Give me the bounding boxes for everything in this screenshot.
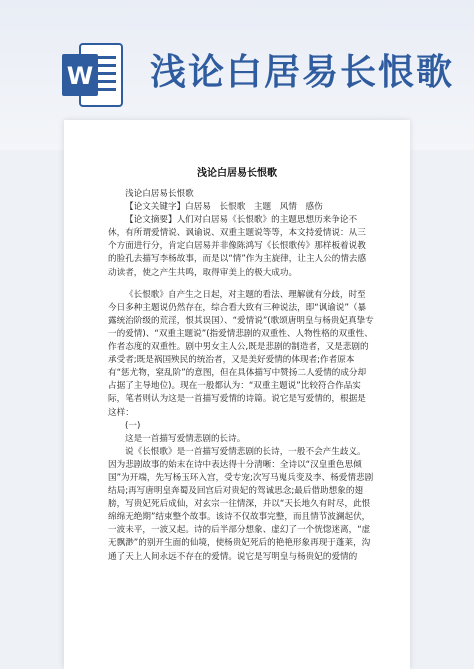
banner-title: 浅论白居易长恨歌: [150, 52, 455, 93]
body-paragraph: 《长恨歌》自产生之日起，对主题的看法、理解就有分歧，时至今日多种主题说仍然存在，综合看大致有三种说法，即“讽谕说”（暴露统治阶级的荒淫，恨其误国）、“爱情说”(歌颂唐明皇与杨贵妃真挚专一的爱情)、“双重主题说”(指爱情悲剧的双重性、人物性格的双重性、作者态度的双重性。剧中男女主人公,既是悲剧的制造者，又是悲剧的承受者;既是祸国殃民的统治者，又是美好爱情的体现者;作者原本有“惩尤物，窒乱阶”的意图，但在具体描写中赞扬二人爱情的成分却占据了主导地位)。现在一般都认为：“双重主题说”比较符合作品实际，笔者则认为这是一首描写爱情的诗篇。说它是写爱情的，根据是这样：: [108, 289, 374, 418]
section-number: (一): [125, 420, 141, 431]
section-heading: 这是一首描写爱情悲剧的长诗。: [125, 433, 246, 444]
word-document-icon: [62, 40, 124, 110]
keywords-line: 【论文关键字】白居易 长恨歌 主题 风情 感伤: [125, 202, 323, 213]
document-body: [108, 188, 374, 564]
subtitle-line: 浅论白居易长恨歌: [125, 189, 194, 199]
body-paragraph: 说《长恨歌》是一首描写爱情悲剧的长诗，一般不会产生歧义。因为悲剧故事的始末在诗中表达得十分清晰：全诗以“汉皇重色思倾国”为开端，先写杨玉环入宫，受专宠;次写马嵬兵变及李、杨爱情悲剧结局;再写唐明皇奔蜀及回宫后对贵妃的驾诚思念;最后借助想象的翅膀，写贵妃死后成仙，对玄宗一往情深，并以“天长地久有时尽，此恨绵绵无绝期”结束整个故事。该诗不仅故事完整，而且情节波澜起伏，一波未平，一波又起。诗的后半部分想象、虚幻了一个恍惚迷离，“虚无飘渺”的别开生面的仙境，使杨贵妃死后的艳艳形象再现于蓬莱，沟通了天上人间永远不存在的爱情。说它是写明皇与杨贵妃的爱情的: [108, 446, 374, 562]
svg-text:W: W: [66, 62, 94, 90]
abstract-paragraph: 【论文摘要】人们对白居易《长恨歌》的主题思想历来争论不休，有所谓爱情说、讽谕说、双重主题说等等，本文持爱情说：从三个方面进行分，肯定白居易并非像陈鸿写《长恨歌传》那样板着说教的脸孔去描写李杨故事，而是以“情”作为主旋律，让主人公的情去感动读者，使之产生共鸣，取得审美上的极大成功。: [108, 215, 367, 278]
document-page: [64, 120, 410, 669]
document-title: 浅论白居易长恨歌: [197, 168, 277, 179]
